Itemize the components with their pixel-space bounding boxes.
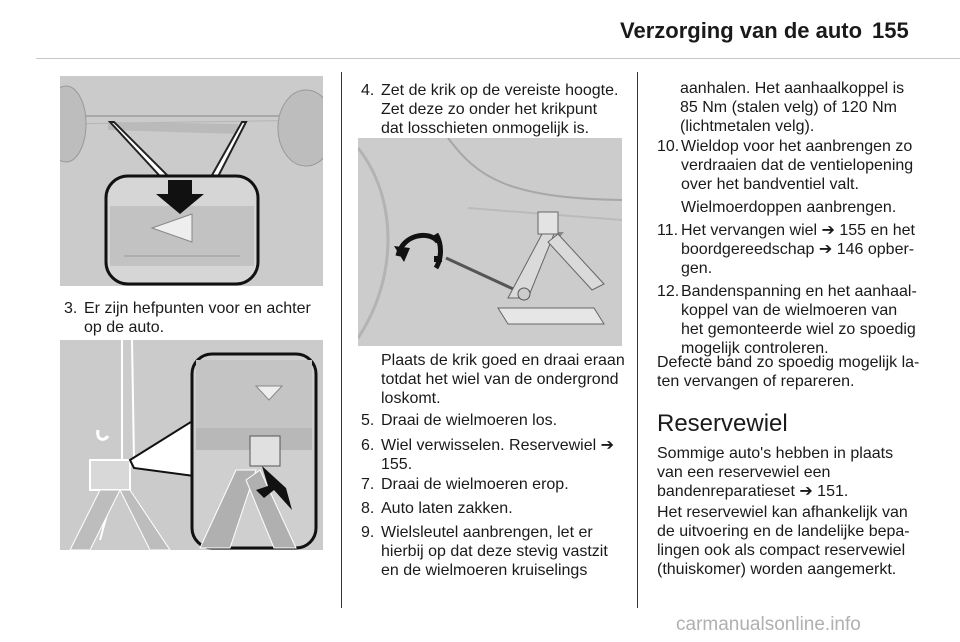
step-number: 3. bbox=[64, 300, 78, 317]
step-text: Wieldop voor het aanbrengen zo verdraaien dat de ventielopening over het bandventiel valt. bbox=[681, 138, 914, 193]
step-6 bbox=[361, 436, 623, 474]
step-number: 9. bbox=[361, 524, 375, 541]
section-title: Verzorging van de auto bbox=[620, 18, 863, 43]
step-text: Bandenspanning en het aanhaalkoppel van de wielmoeren van het gemonteerde wiel zo spoedig mogelijk controleren. bbox=[681, 283, 917, 357]
paragraph-1: Sommige auto's hebben in plaats van een reservewiel een bandenreparatieset ➔ 151. bbox=[657, 445, 894, 500]
step-number: 4. bbox=[361, 82, 375, 99]
page-header bbox=[0, 0, 960, 62]
scissor-jack-illustration bbox=[358, 138, 622, 346]
step-4-note: Plaats de krik goed en draai eraan totdat het wiel van de ondergrond loskomt. bbox=[381, 352, 625, 407]
step-3 bbox=[64, 299, 326, 337]
step-text: Draai de wielmoeren erop. bbox=[381, 476, 569, 493]
watermark: carmanualsonline.info bbox=[676, 614, 861, 635]
step-4 bbox=[361, 81, 623, 138]
step-9 bbox=[361, 523, 623, 580]
page-number: 155 bbox=[872, 18, 909, 43]
step-text: Draai de wielmoeren los. bbox=[381, 412, 558, 429]
step-text: Wielsleutel aanbrengen, let er hierbij op dat deze stevig vastzit en de wielmoeren kruiselings bbox=[381, 524, 608, 579]
step-number: 11. bbox=[657, 222, 679, 239]
header-divider bbox=[36, 58, 960, 59]
step-number: 6. bbox=[361, 437, 375, 454]
section-heading: Reservewiel bbox=[657, 410, 788, 437]
step-number: 12. bbox=[657, 283, 680, 300]
step-11 bbox=[657, 221, 921, 278]
step-number: 10. bbox=[657, 138, 680, 155]
step-number: 7. bbox=[361, 476, 375, 493]
step-8 bbox=[361, 499, 623, 518]
step-5 bbox=[361, 411, 623, 430]
step-10-note: Wielmoerdoppen aanbrengen. bbox=[681, 199, 897, 216]
step-number: 8. bbox=[361, 500, 375, 517]
step-text: Wiel verwisselen. Reservewiel ➔ 155. bbox=[381, 437, 615, 473]
step-text: Zet de krik op de vereiste hoogte. Zet deze zo onder het krikpunt dat losschieten onmogelijk is. bbox=[381, 82, 619, 137]
step-12 bbox=[657, 282, 921, 358]
step-text: Auto laten zakken. bbox=[381, 500, 513, 517]
step-number: 5. bbox=[361, 412, 375, 429]
step-9-continuation: aanhalen. Het aanhaalkoppel is 85 Nm (stalen velg) of 120 Nm (lichtmetalen velg). bbox=[680, 80, 905, 135]
jack-point-illustration bbox=[60, 340, 323, 550]
column-divider-right bbox=[637, 72, 638, 608]
defect-tire-note: Defecte band zo spoedig mogelijk laten vervangen of repareren. bbox=[657, 354, 920, 390]
paragraph-2: Het reservewiel kan afhankelijk van de uitvoering en de landelijke bepalingen ook als compact reservewiel (thuiskomer) worden aangemerkt. bbox=[657, 504, 910, 578]
step-text: Het vervangen wiel ➔ 155 en het boordgereedschap ➔ 146 opbergen. bbox=[681, 222, 915, 277]
column-divider-left bbox=[341, 72, 342, 608]
step-7 bbox=[361, 475, 623, 494]
lifting-points-illustration bbox=[60, 76, 323, 286]
step-10 bbox=[657, 137, 921, 194]
step-text: Er zijn hefpunten voor en achter op de auto. bbox=[84, 300, 311, 336]
